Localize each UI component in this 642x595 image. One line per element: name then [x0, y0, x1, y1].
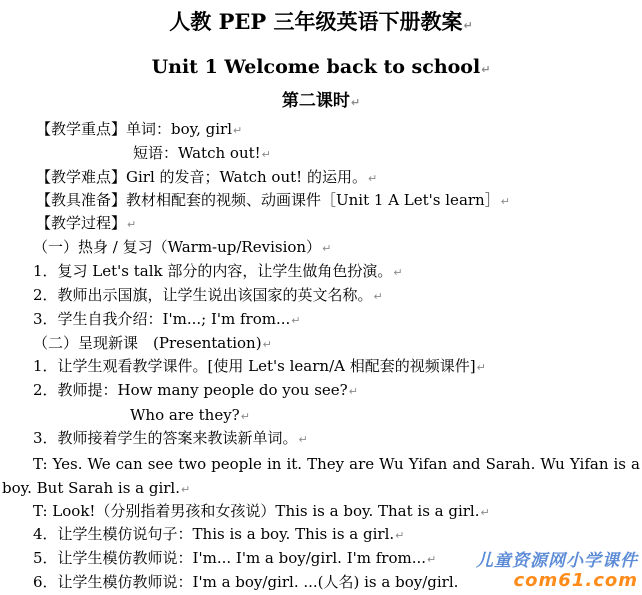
key-points-line: 【教学重点】单词：boy, girl↵ — [36, 120, 243, 138]
list-item: 3．教师接着学生的答案来教读新单词。↵ — [33, 429, 308, 447]
list-item: 6．让学生模仿教师说：I'm a boy/girl. ...(人名) is a boy/girl. — [33, 573, 459, 591]
list-item: 2．教师出示国旗，让学生说出该国家的英文名称。↵ — [33, 286, 383, 304]
materials-line: 【教具准备】教材相配套的视频、动画课件［Unit 1 A Let's learn］↵ — [36, 191, 510, 209]
site-watermark: 儿童资源网小学课件 com61.com — [476, 551, 638, 591]
dialogue-line: T: Yes. We can see two people in it. They are Wu Yifan and Sarah. Wu Yifan is a — [33, 455, 640, 473]
unit-title: Unit 1 Welcome back to school↵ — [151, 56, 491, 78]
list-item: 1．复习 Let's talk 部分的内容，让学生做角色扮演。↵ — [33, 262, 403, 280]
document-title: 人教 PEP 三年级英语下册教案↵ — [169, 9, 473, 34]
list-item: 1．让学生观看教学课件。[使用 Let's learn/A 相配套的视频课件]↵ — [33, 357, 486, 375]
key-phrase-line: 短语：Watch out!↵ — [133, 144, 271, 162]
dialogue-line-continuation: boy. But Sarah is a girl.↵ — [2, 479, 191, 497]
list-item: 2．教师提：How many people do you see?↵ — [33, 381, 358, 399]
section-presentation-heading: （二）呈现新课 (Presentation)↵ — [33, 334, 272, 352]
lesson-title: 第二课时↵ — [281, 91, 361, 111]
section-warmup-heading: （一）热身 / 复习（Warm-up/Revision）↵ — [33, 238, 332, 256]
list-item: 4．让学生模仿说句子：This is a boy. This is a girl.↵ — [33, 525, 405, 543]
list-item: 5．让学生模仿教师说：I'm... I'm a boy/girl. I'm from...↵ — [33, 549, 437, 567]
dialogue-line: T: Look!（分别指着男孩和女孩说）This is a boy. That is a girl.↵ — [33, 502, 490, 520]
process-heading: 【教学过程】↵ — [36, 214, 137, 232]
list-item-continuation: Who are they?↵ — [130, 406, 250, 424]
difficulty-line: 【教学难点】Girl 的发音；Watch out! 的运用。↵ — [36, 168, 378, 186]
list-item: 3．学生自我介绍：I'm...; I'm from...↵ — [33, 310, 301, 328]
